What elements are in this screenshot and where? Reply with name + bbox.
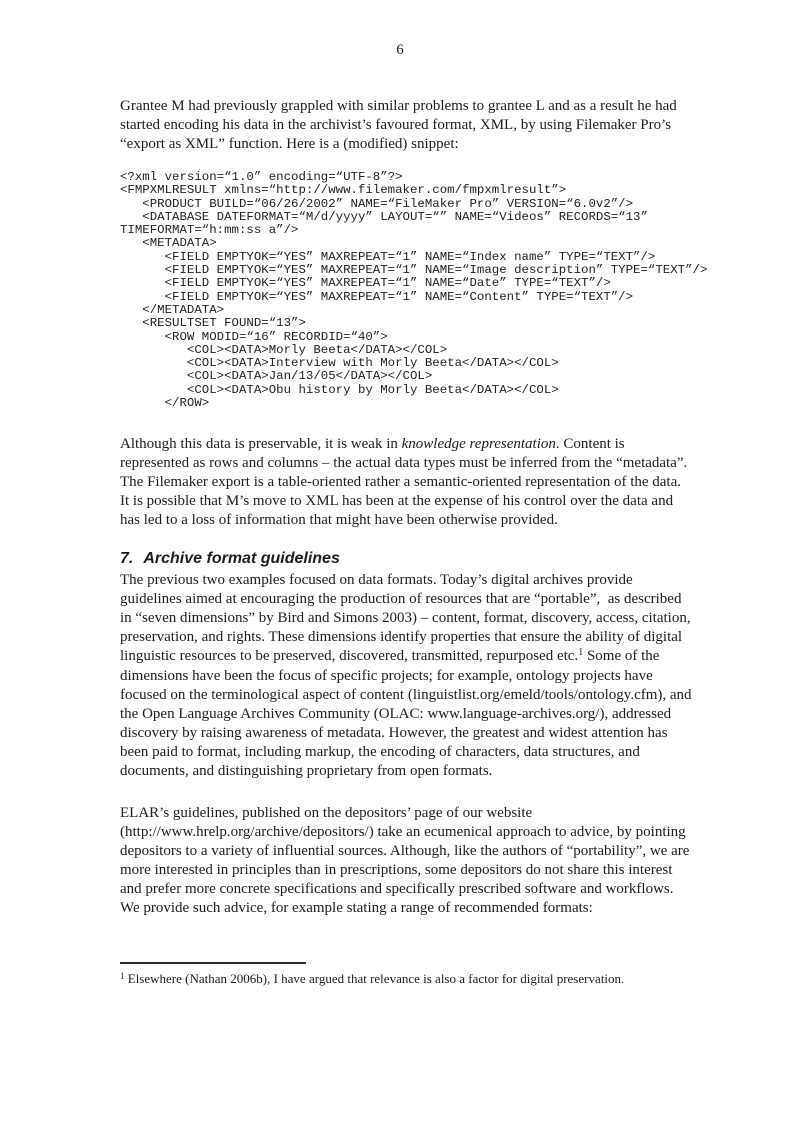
section-para1-text-start: The previous two examples focused on data formats. Today’s digital archives provide guidelines aimed at encouraging the production of resources that are “portable”, as described in “seven dimensions” by Bird and Simons 2003) – content, format, discovery, access, citation, preservation, and rights. These dimensions identify properties that ensure the ability of digital linguistic resources to be preserved, discovered, transmitted, repurposed etc. [120, 572, 695, 665]
page-number: 6 [396, 42, 404, 58]
analysis-italic-term: knowledge representation [401, 436, 556, 453]
code-line: <FMPXMLRESULT xmlns=“http://www.filemaker.com/fmpxmlresult”> [120, 183, 567, 198]
code-line: <?xml version=“1.0” encoding=“UTF-8”?> [120, 170, 403, 184]
section-title: Archive format guidelines [143, 550, 340, 568]
footnote-text: Elsewhere (Nathan 2006b), I have argued that relevance is also a factor for digital preservation. [127, 970, 625, 986]
code-line: TIMEFORMAT=“h:mm:ss a”/> [120, 223, 299, 238]
code-line: <FIELD EMPTYOK=“YES” MAXREPEAT=“1” NAME=“Image description” TYPE=“TEXT”/> [120, 263, 708, 278]
code-line: <COL><DATA>Jan/13/05</DATA></COL> [120, 369, 433, 384]
code-line: <FIELD EMPTYOK=“YES” MAXREPEAT=“1” NAME=“Index name” TYPE=“TEXT”/> [120, 249, 656, 264]
footnote-separator-rule [120, 962, 306, 964]
code-line: </ROW> [120, 396, 210, 411]
code-line: <COL><DATA>Interview with Morly Beeta</DATA></COL> [120, 356, 559, 371]
code-line: <ROW MODID=“16” RECORDID=“40”> [120, 329, 388, 344]
analysis-text-end: . Content is represented as rows and columns – the actual data types must be inferred from the “metadata”. The Filemaker export is a table-oriented rather a semantic-oriented representation of the data. It is possible that M’s move to XML has been at the expense of his control over the data and has led to a loss of information that might have been otherwise provided. [120, 436, 695, 529]
code-line: <PRODUCT BUILD=“06/26/2002” NAME=“FileMaker Pro” VERSION=“6.0v2”/> [120, 196, 634, 211]
section-para1-text-end: Some of the dimensions have been the focus of specific projects; for example, ontology projects have focused on the terminological aspect of content (linguistlist.org/emeld/tools/ontology.cfm), and the Open Language Archives Community (OLAC: www.language-archives.org/), addressed discovery by raising awareness of metadata. However, the greatest and widest attention has been paid to format, including markup, the encoding of characters, data structures, and documents, and distinguishing proprietary from open formats. [120, 648, 696, 780]
code-line: <METADATA> [120, 236, 217, 251]
code-line: <RESULTSET FOUND=“13”> [120, 316, 306, 331]
section-paragraph-1 [120, 571, 696, 781]
footnote-marker: 1 [120, 970, 125, 981]
section-paragraph-2: ELAR’s guidelines, published on the depositors’ page of our website (http://www.hrelp.org/archive/depositors/) take an ecumenical approach to advice, by pointing depositors to a variety of influential sources. Although, like the authors of “portability”, we are more interested in principles than in prescriptions, some depositors do not share this interest and prefer more concrete specifications and specifically prescribed software and workflows. We provide such advice, for example stating a range of recommended formats: [120, 805, 694, 917]
footnote [120, 970, 692, 989]
footnote-reference-superscript: 1 [578, 647, 584, 659]
section-number: 7. [120, 550, 134, 568]
footnote-area [120, 962, 692, 989]
analysis-text-start: Although this data is preservable, it is weak in [120, 436, 402, 453]
analysis-paragraph [120, 435, 695, 530]
section-heading [120, 549, 692, 569]
code-line: <FIELD EMPTYOK=“YES” MAXREPEAT=“1” NAME=“Date” TYPE=“TEXT”/> [120, 276, 611, 291]
code-line: </METADATA> [120, 302, 225, 317]
xml-code-snippet [120, 170, 708, 411]
code-line: <FIELD EMPTYOK=“YES” MAXREPEAT=“1” NAME=“Content” TYPE=“TEXT”/> [120, 289, 634, 304]
code-line: <COL><DATA>Obu history by Morly Beeta</DATA></COL> [120, 382, 559, 397]
code-line: <COL><DATA>Morly Beeta</DATA></COL> [120, 342, 448, 357]
intro-paragraph: Grantee M had previously grappled with similar problems to grantee L and as a result he had started encoding his data in the archivist’s favoured format, XML, by using Filemaker Pro’s “export as XML” function. Here is a (modified) snippet: [120, 98, 681, 152]
code-line: <DATABASE DATEFORMAT=“M/d/yyyy” LAYOUT=“” NAME=“Videos” RECORDS=“13” [120, 209, 648, 224]
